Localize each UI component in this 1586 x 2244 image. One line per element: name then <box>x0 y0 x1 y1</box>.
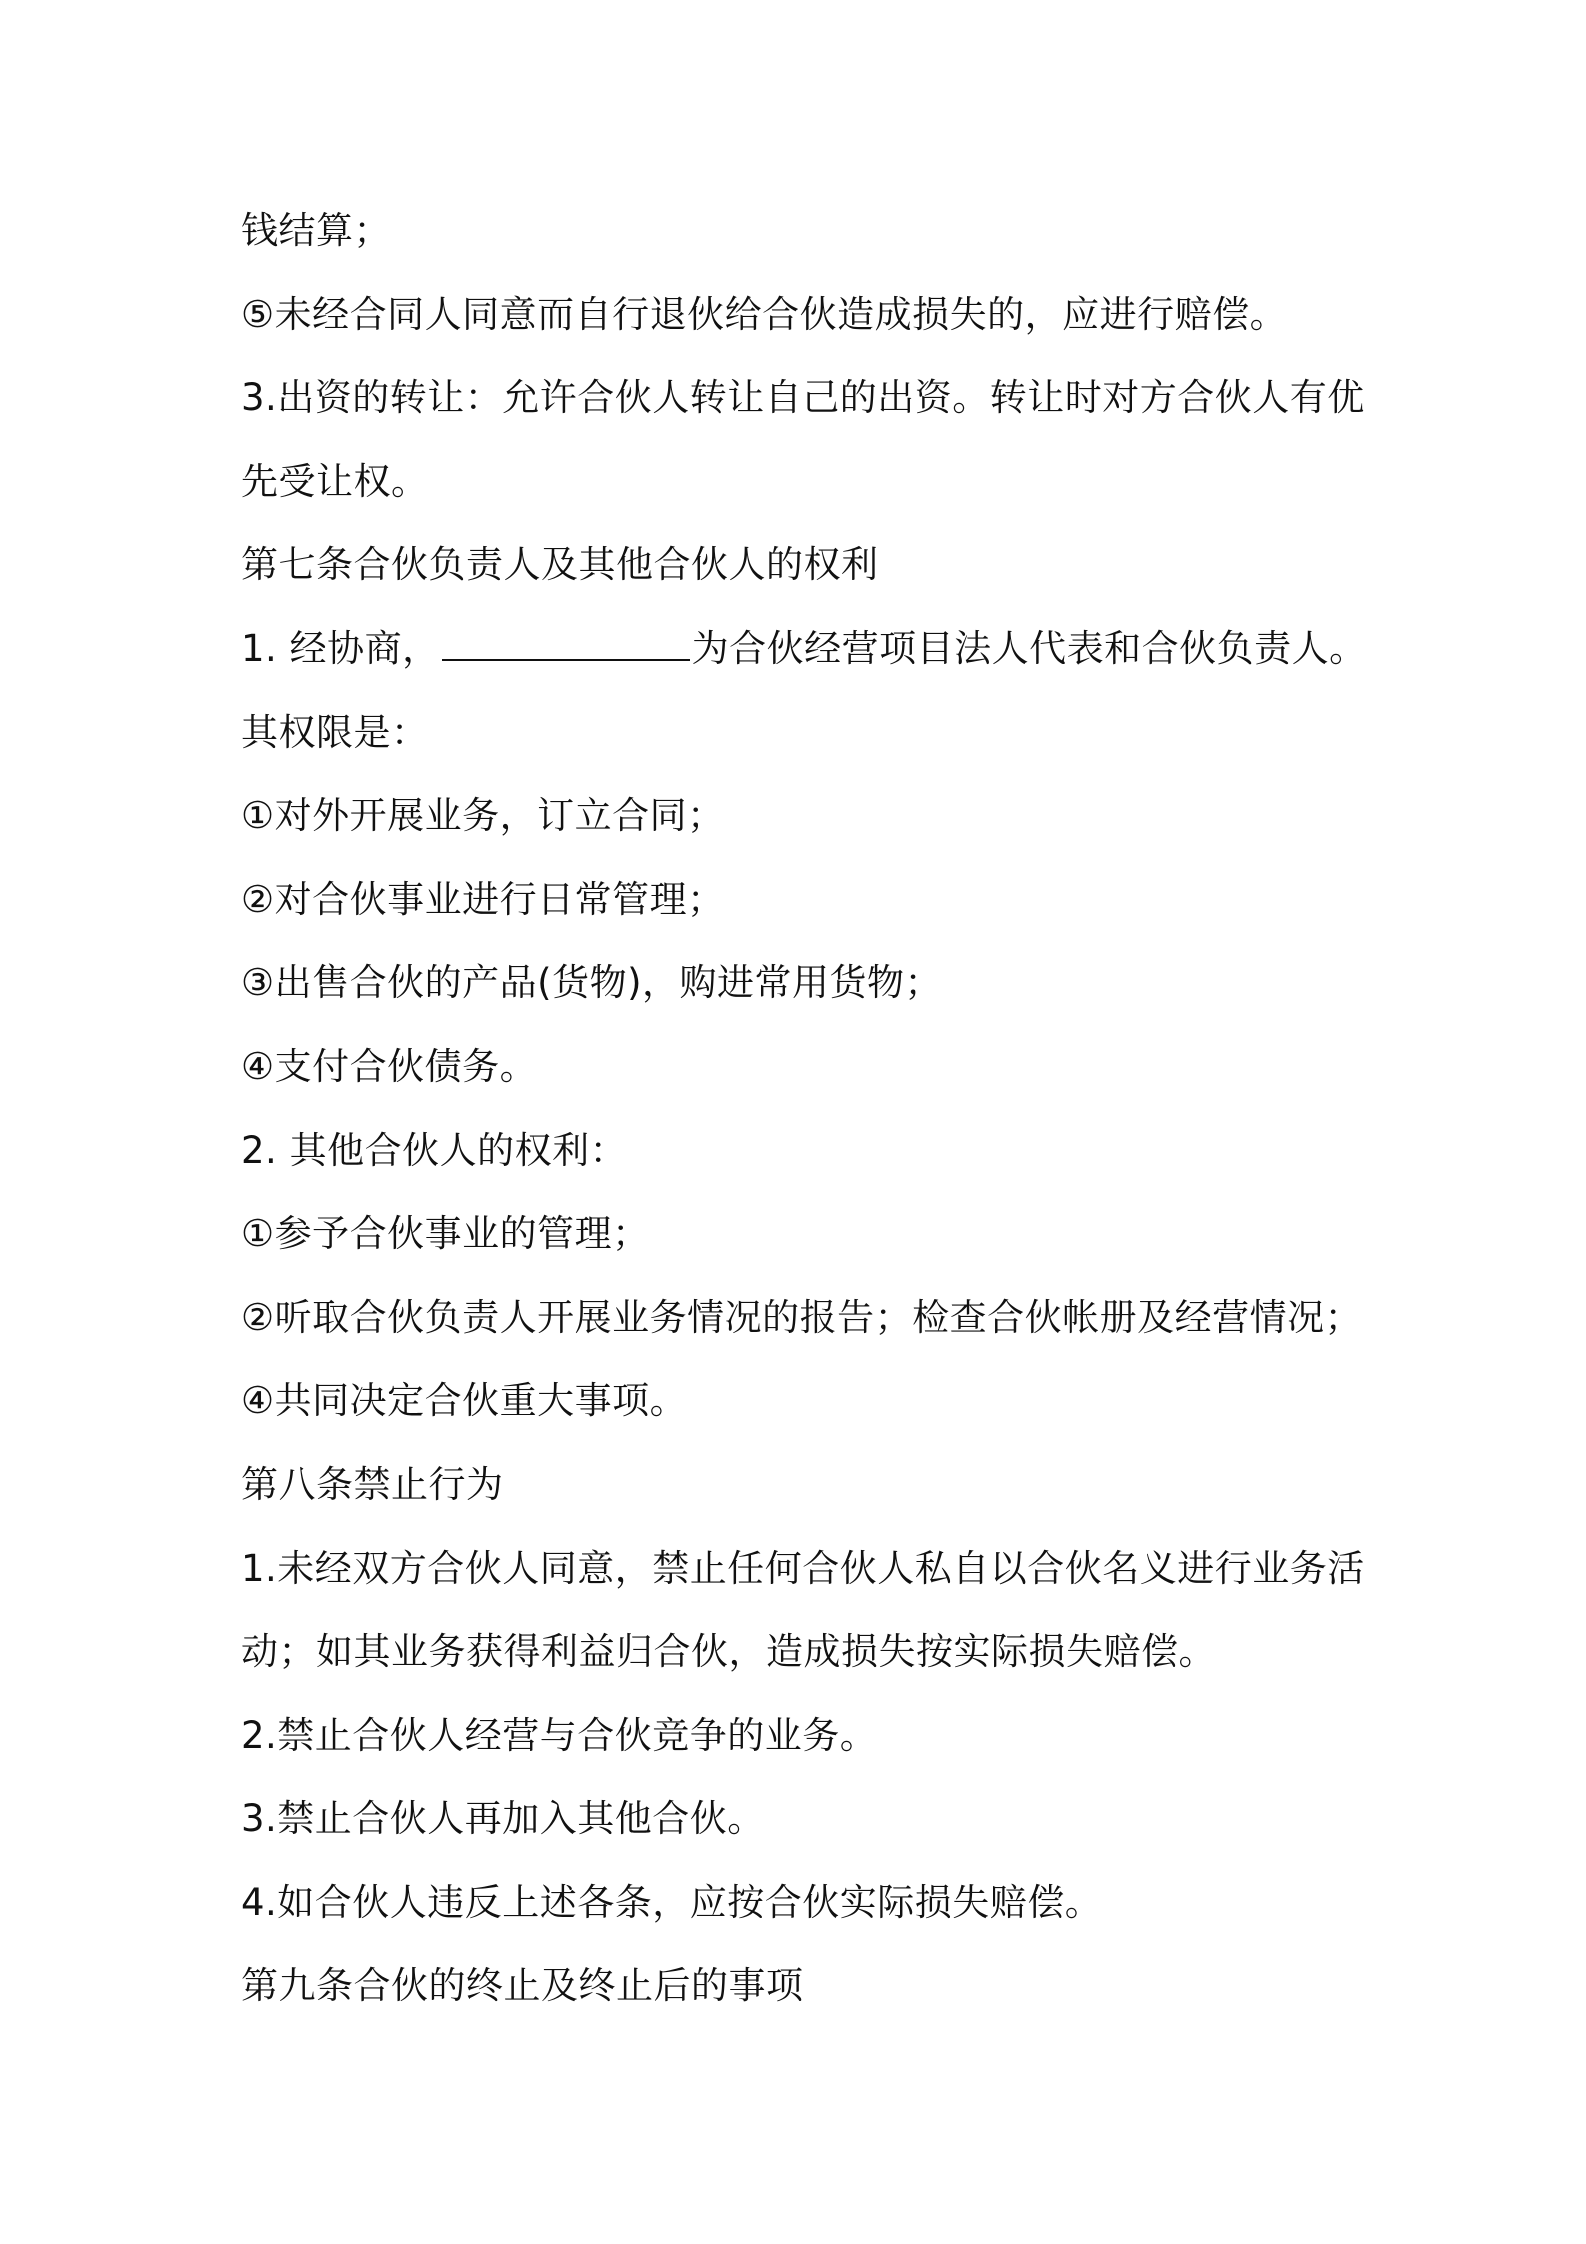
article-heading-9: 第九条合伙的终止及终止后的事项 <box>241 1964 804 2008</box>
list-item: ④支付合伙债务。 <box>241 1044 538 1088</box>
list-item: ④共同决定合伙重大事项。 <box>241 1379 688 1423</box>
paragraph-line: 2. 其他合伙人的权利： <box>241 1128 628 1172</box>
line-prefix: 1. 经协商， <box>241 626 440 670</box>
paragraph-line: 动；如其业务获得利益归合伙，造成损失按实际损失赔偿。 <box>241 1630 1216 1674</box>
list-item: ②听取合伙负责人开展业务情况的报告；检查合伙帐册及经营情况； <box>241 1295 1363 1339</box>
line-suffix: 为合伙经营项目法人代表和合伙负责人。 <box>691 626 1367 670</box>
paragraph-line: 3.出资的转让：允许合伙人转让自己的出资。转让时对方合伙人有优 <box>241 376 1365 420</box>
paragraph-line: ⑤未经合同人同意而自行退伙给合伙造成损失的，应进行赔偿。 <box>241 292 1288 336</box>
paragraph-line: 2.禁止合伙人经营与合伙竞争的业务。 <box>241 1713 878 1757</box>
paragraph-line-with-blank <box>241 607 1367 691</box>
list-item: ①参予合伙事业的管理； <box>241 1212 650 1256</box>
article-heading-7: 第七条合伙负责人及其他合伙人的权利 <box>241 543 879 587</box>
list-item: ③出售合伙的产品(货物)，购进常用货物； <box>241 961 943 1005</box>
paragraph-line: 钱结算； <box>241 209 391 252</box>
paragraph-line: 其权限是： <box>241 710 429 754</box>
paragraph-line: 1.未经双方合伙人同意，禁止任何合伙人私自以合伙名义进行业务活 <box>241 1546 1365 1590</box>
fill-in-blank <box>442 629 690 661</box>
paragraph-line: 3.禁止合伙人再加入其他合伙。 <box>241 1797 765 1841</box>
list-item: ②对合伙事业进行日常管理； <box>241 877 725 921</box>
document-body <box>241 189 1367 2028</box>
article-heading-8: 第八条禁止行为 <box>241 1462 504 1506</box>
list-item: ①对外开展业务，订立合同； <box>241 794 725 838</box>
paragraph-line: 4.如合伙人违反上述各条，应按合伙实际损失赔偿。 <box>241 1880 1103 1924</box>
paragraph-line: 先受让权。 <box>241 459 429 503</box>
